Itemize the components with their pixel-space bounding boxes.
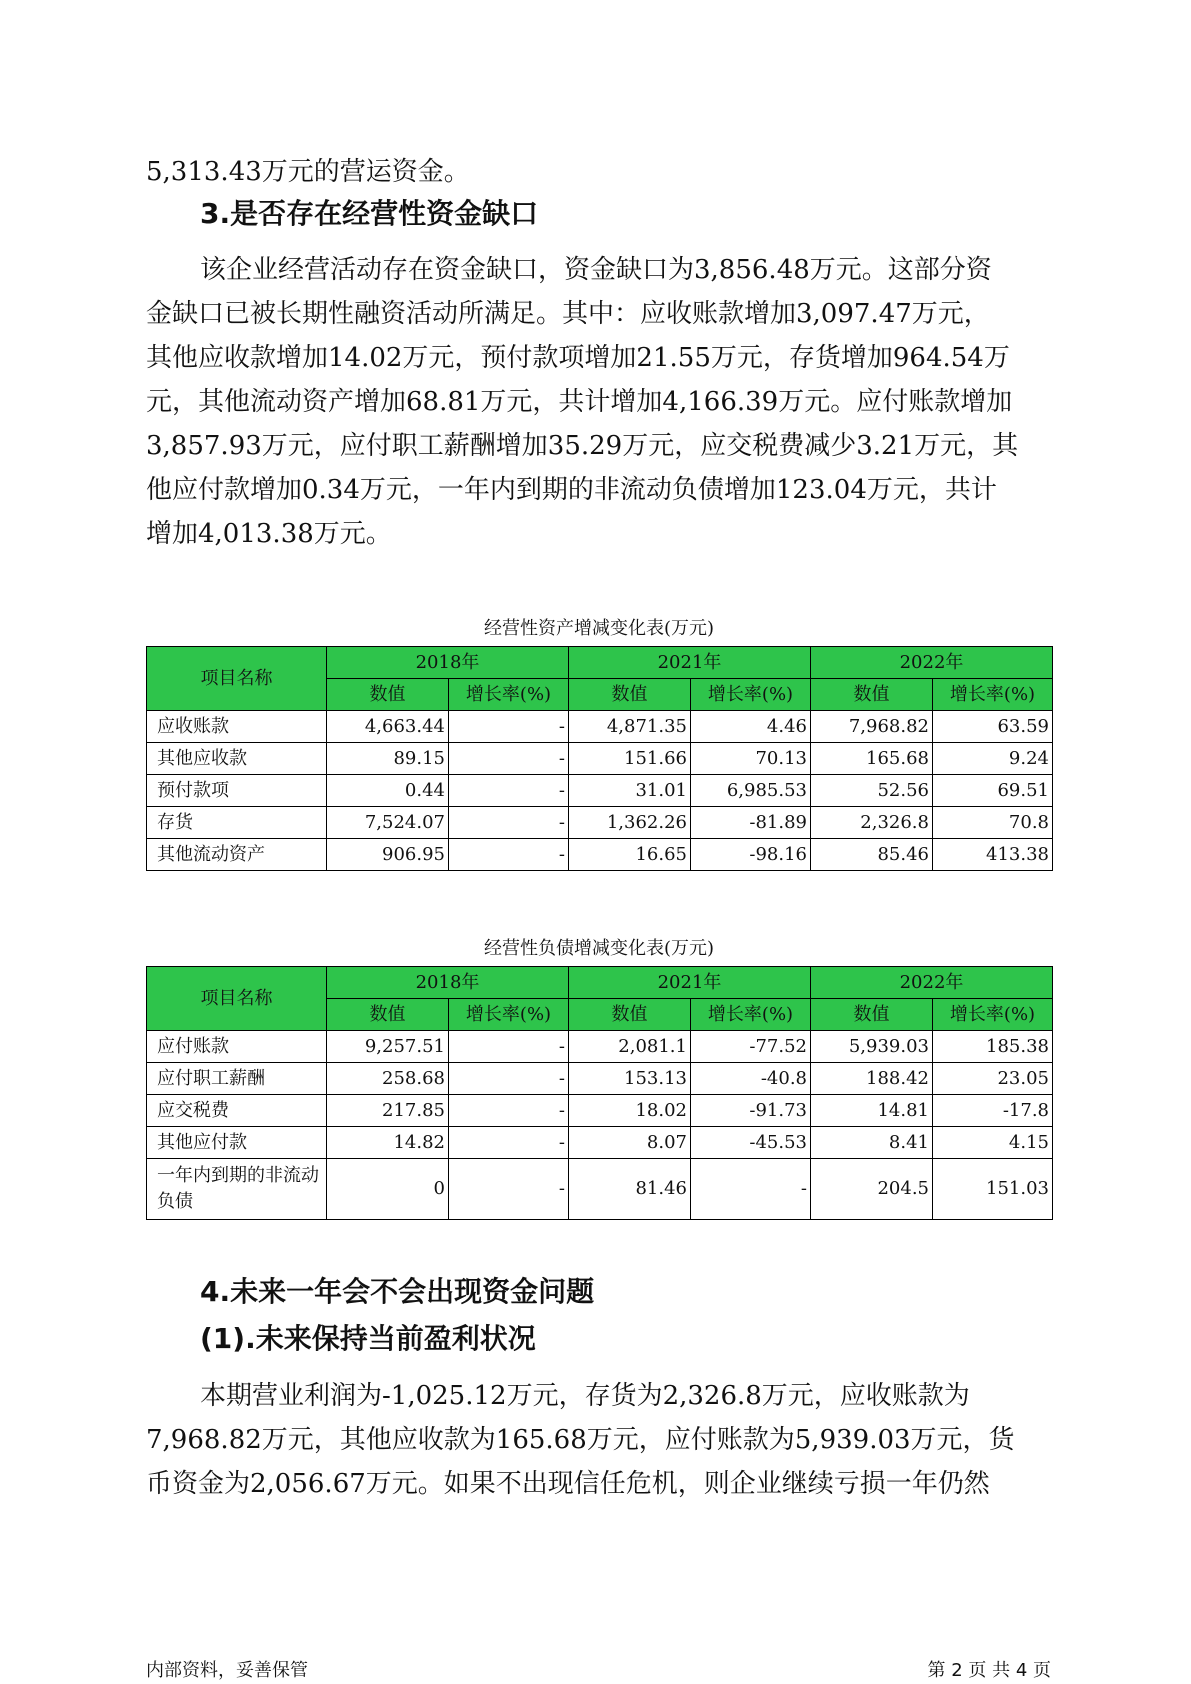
value-cell: 258.68 <box>327 1063 449 1095</box>
row-item-name: 存货 <box>147 807 327 839</box>
growth-cell: - <box>449 807 569 839</box>
growth-cell: - <box>449 1063 569 1095</box>
table-row <box>147 1095 1053 1127</box>
paragraph-line: 币资金为2,056.67万元。如果不出现信任危机，则企业继续亏损一年仍然 <box>146 1469 990 1499</box>
value-cell: 14.82 <box>327 1127 449 1159</box>
intro-line: 5,313.43万元的营运资金。 <box>146 157 470 187</box>
row-item-name: 其他应付款 <box>147 1127 327 1159</box>
growth-cell: - <box>449 775 569 807</box>
value-cell: 2,081.1 <box>569 1031 691 1063</box>
section-4-paragraph <box>146 1374 1046 1506</box>
section-4-heading: 4.未来一年会不会出现资金问题 <box>200 1275 595 1308</box>
liabilities-table-body <box>147 1031 1053 1220</box>
header-year-2022: 2022年 <box>811 647 1053 679</box>
paragraph-line: 金缺口已被长期性融资活动所满足。其中：应收账款增加3,097.47万元， <box>146 299 990 329</box>
value-cell: 906.95 <box>327 839 449 871</box>
growth-cell: -40.8 <box>691 1063 811 1095</box>
value-cell: 89.15 <box>327 743 449 775</box>
row-item-name: 应付职工薪酬 <box>147 1063 327 1095</box>
table-row <box>147 775 1053 807</box>
paragraph-line: 该企业经营活动存在资金缺口，资金缺口为3,856.48万元。这部分资 <box>200 255 992 285</box>
growth-cell: 185.38 <box>933 1031 1053 1063</box>
growth-cell: 4.15 <box>933 1127 1053 1159</box>
value-cell: 7,968.82 <box>811 711 933 743</box>
table-row <box>147 743 1053 775</box>
value-cell: 8.41 <box>811 1127 933 1159</box>
header-value: 数值 <box>569 679 691 711</box>
value-cell: 81.46 <box>569 1159 691 1220</box>
header-growth: 增长率(%) <box>691 999 811 1031</box>
growth-cell: - <box>449 1159 569 1220</box>
growth-cell: 69.51 <box>933 775 1053 807</box>
growth-cell: - <box>691 1159 811 1220</box>
growth-cell: -98.16 <box>691 839 811 871</box>
row-item-name: 其他应收款 <box>147 743 327 775</box>
table-row <box>147 711 1053 743</box>
paragraph-line: 本期营业利润为-1,025.12万元，存货为2,326.8万元，应收账款为 <box>200 1381 970 1411</box>
value-cell: 188.42 <box>811 1063 933 1095</box>
value-cell: 4,663.44 <box>327 711 449 743</box>
growth-cell: - <box>449 711 569 743</box>
paragraph-line: 其他应收款增加14.02万元，预付款项增加21.55万元，存货增加964.54万 <box>146 343 1010 373</box>
growth-cell: -45.53 <box>691 1127 811 1159</box>
footer-confidential-note: 内部资料，妥善保管 <box>146 1660 308 1681</box>
footer-page-number: 第 2 页 共 4 页 <box>927 1660 1051 1681</box>
value-cell: 151.66 <box>569 743 691 775</box>
value-cell: 4,871.35 <box>569 711 691 743</box>
growth-cell: 151.03 <box>933 1159 1053 1220</box>
header-year-2022: 2022年 <box>811 967 1053 999</box>
value-cell: 1,362.26 <box>569 807 691 839</box>
value-cell: 31.01 <box>569 775 691 807</box>
header-growth: 增长率(%) <box>691 679 811 711</box>
value-cell: 85.46 <box>811 839 933 871</box>
growth-cell: - <box>449 839 569 871</box>
value-cell: 8.07 <box>569 1127 691 1159</box>
value-cell: 0.44 <box>327 775 449 807</box>
header-value: 数值 <box>327 679 449 711</box>
value-cell: 0 <box>327 1159 449 1220</box>
section-3-paragraph <box>146 248 1046 556</box>
header-growth: 增长率(%) <box>933 999 1053 1031</box>
table-row <box>147 1159 1053 1220</box>
header-value: 数值 <box>811 999 933 1031</box>
growth-cell: 70.8 <box>933 807 1053 839</box>
row-item-name: 其他流动资产 <box>147 839 327 871</box>
liabilities-table-caption: 经营性负债增减变化表(万元) <box>483 938 715 959</box>
row-item-name: 应付账款 <box>147 1031 327 1063</box>
header-value: 数值 <box>327 999 449 1031</box>
table-row <box>147 839 1053 871</box>
row-item-name: 应收账款 <box>147 711 327 743</box>
growth-cell: - <box>449 1127 569 1159</box>
header-year-2021: 2021年 <box>569 647 811 679</box>
header-year-2018: 2018年 <box>327 647 569 679</box>
value-cell: 204.5 <box>811 1159 933 1220</box>
header-value: 数值 <box>569 999 691 1031</box>
liabilities-table <box>146 966 1053 1220</box>
header-item-name: 项目名称 <box>147 967 327 1031</box>
section-4-subheading: (1).未来保持当前盈利状况 <box>200 1322 536 1355</box>
growth-cell: - <box>449 1095 569 1127</box>
value-cell: 18.02 <box>569 1095 691 1127</box>
growth-cell: 9.24 <box>933 743 1053 775</box>
growth-cell: 70.13 <box>691 743 811 775</box>
header-growth: 增长率(%) <box>449 999 569 1031</box>
header-year-2018: 2018年 <box>327 967 569 999</box>
table-row <box>147 807 1053 839</box>
header-item-name: 项目名称 <box>147 647 327 711</box>
table-header-row <box>147 967 1053 999</box>
value-cell: 165.68 <box>811 743 933 775</box>
assets-table <box>146 646 1053 871</box>
paragraph-line: 他应付款增加0.34万元，一年内到期的非流动负债增加123.04万元，共计 <box>146 475 997 505</box>
growth-cell: -81.89 <box>691 807 811 839</box>
table-row <box>147 1031 1053 1063</box>
assets-table-body <box>147 711 1053 871</box>
value-cell: 5,939.03 <box>811 1031 933 1063</box>
table-header-row <box>147 647 1053 679</box>
intro-paragraph <box>146 150 1046 194</box>
growth-cell: - <box>449 743 569 775</box>
value-cell: 16.65 <box>569 839 691 871</box>
paragraph-line: 3,857.93万元，应付职工薪酬增加35.29万元，应交税费减少3.21万元，其 <box>146 431 1019 461</box>
row-item-name: 预付款项 <box>147 775 327 807</box>
value-cell: 153.13 <box>569 1063 691 1095</box>
value-cell: 7,524.07 <box>327 807 449 839</box>
header-growth: 增长率(%) <box>449 679 569 711</box>
value-cell: 14.81 <box>811 1095 933 1127</box>
paragraph-line: 7,968.82万元，其他应收款为165.68万元，应付账款为5,939.03万元，货 <box>146 1425 1015 1455</box>
growth-cell: -77.52 <box>691 1031 811 1063</box>
header-growth: 增长率(%) <box>933 679 1053 711</box>
growth-cell: 4.46 <box>691 711 811 743</box>
assets-table-caption: 经营性资产增减变化表(万元) <box>483 618 715 639</box>
value-cell: 52.56 <box>811 775 933 807</box>
section-3-heading: 3.是否存在经营性资金缺口 <box>200 197 539 230</box>
paragraph-line: 增加4,013.38万元。 <box>146 519 392 549</box>
row-item-name: 一年内到期的非流动负债 <box>147 1159 327 1220</box>
growth-cell: 63.59 <box>933 711 1053 743</box>
growth-cell: 413.38 <box>933 839 1053 871</box>
growth-cell: 23.05 <box>933 1063 1053 1095</box>
paragraph-line: 元，其他流动资产增加68.81万元，共计增加4,166.39万元。应付账款增加 <box>146 387 1013 417</box>
header-value: 数值 <box>811 679 933 711</box>
value-cell: 9,257.51 <box>327 1031 449 1063</box>
growth-cell: - <box>449 1031 569 1063</box>
header-year-2021: 2021年 <box>569 967 811 999</box>
value-cell: 2,326.8 <box>811 807 933 839</box>
value-cell: 217.85 <box>327 1095 449 1127</box>
row-item-name: 应交税费 <box>147 1095 327 1127</box>
growth-cell: -91.73 <box>691 1095 811 1127</box>
growth-cell: 6,985.53 <box>691 775 811 807</box>
table-row <box>147 1063 1053 1095</box>
growth-cell: -17.8 <box>933 1095 1053 1127</box>
table-row <box>147 1127 1053 1159</box>
